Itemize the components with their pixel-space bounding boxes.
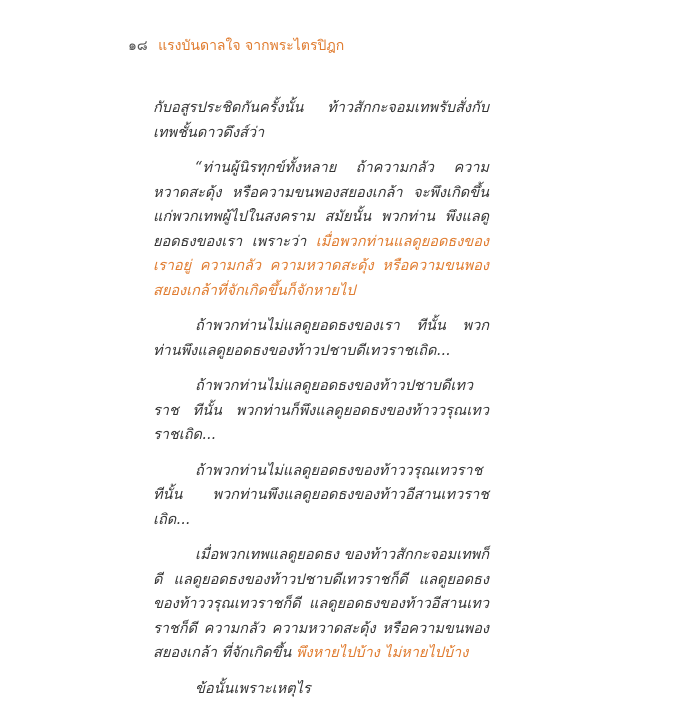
paragraph <box>153 156 489 303</box>
paragraph-text: ถ้าพวกท่านไม่แลดูยอดธงของเรา ทีนั้น พวกท่านพึงแลดูยอดธงของท้าวปชาบดีเทวราชเถิด... <box>153 318 489 359</box>
running-header <box>128 36 344 56</box>
paragraph <box>153 314 489 363</box>
paragraph-text: ข้อนั้นเพราะเหตุไร <box>195 680 311 697</box>
highlighted-text: เมื่อพวกท่านแลดูยอดธงของเราอยู่ ความกลัว ความหวาดสะดุ้ง หรือความขนพองสยองเกล้าที่จักเกิดขึ้นก็จักหายไป <box>153 233 489 299</box>
paragraph <box>153 677 489 702</box>
paragraph <box>153 96 489 145</box>
body-text <box>153 96 489 712</box>
paragraph-text: ถ้าพวกท่านไม่แลดูยอดธงของท้าวปชาบดีเทวราช ทีนั้น พวกท่านก็พึงแลดูยอดธงของท้าววรุณเทวราชเถิด... <box>153 378 489 443</box>
paragraph-text: กับอสูรประชิดกันครั้งนั้น ท้าวสักกะจอมเทพรับสั่งกับเทพชั้นดาวดึงส์ว่า <box>153 100 489 141</box>
paragraph <box>153 543 489 666</box>
paragraph-text: ถ้าพวกท่านไม่แลดูยอดธงของท้าววรุณเทวราช ทีนั้น พวกท่านพึงแลดูยอดธงของท้าวอีสานเทวราชเถิด... <box>153 462 489 528</box>
highlighted-text: พึงหายไปบ้าง ไม่หายไปบ้าง <box>295 645 469 661</box>
paragraph-text: เมื่อพวกเทพแลดูยอดธง ของท้าวสักกะจอมเทพก็ดี แลดูยอดธงของท้าวปชาบดีเทวราชก็ดี แลดูยอดธงของท้าววรุณเทวราชก็ดี แลดูยอดธงของท้าวอีสานเทวราชก็ดี ความกลัว ความหวาดสะดุ้ง หรือความขนพองสยองเกล้า ที่จักเกิดขึ้น <box>153 547 489 661</box>
paragraph-text: “ท่านผู้นิรทุกข์ทั้งหลาย ถ้าความกลัว ความหวาดสะดุ้ง หรือความขนพองสยองเกล้า จะพึงเกิดขึ้นแก่พวกเทพผู้ไปในสงคราม สมัยนั้น พวกท่าน พึงแลดูยอดธงของเรา เพราะว่า <box>153 160 489 250</box>
book-title: แรงบันดาลใจ จากพระไตรปิฎก <box>158 38 345 54</box>
paragraph <box>153 374 489 448</box>
page-number: ๑๘ <box>128 38 148 54</box>
paragraph <box>153 459 489 533</box>
